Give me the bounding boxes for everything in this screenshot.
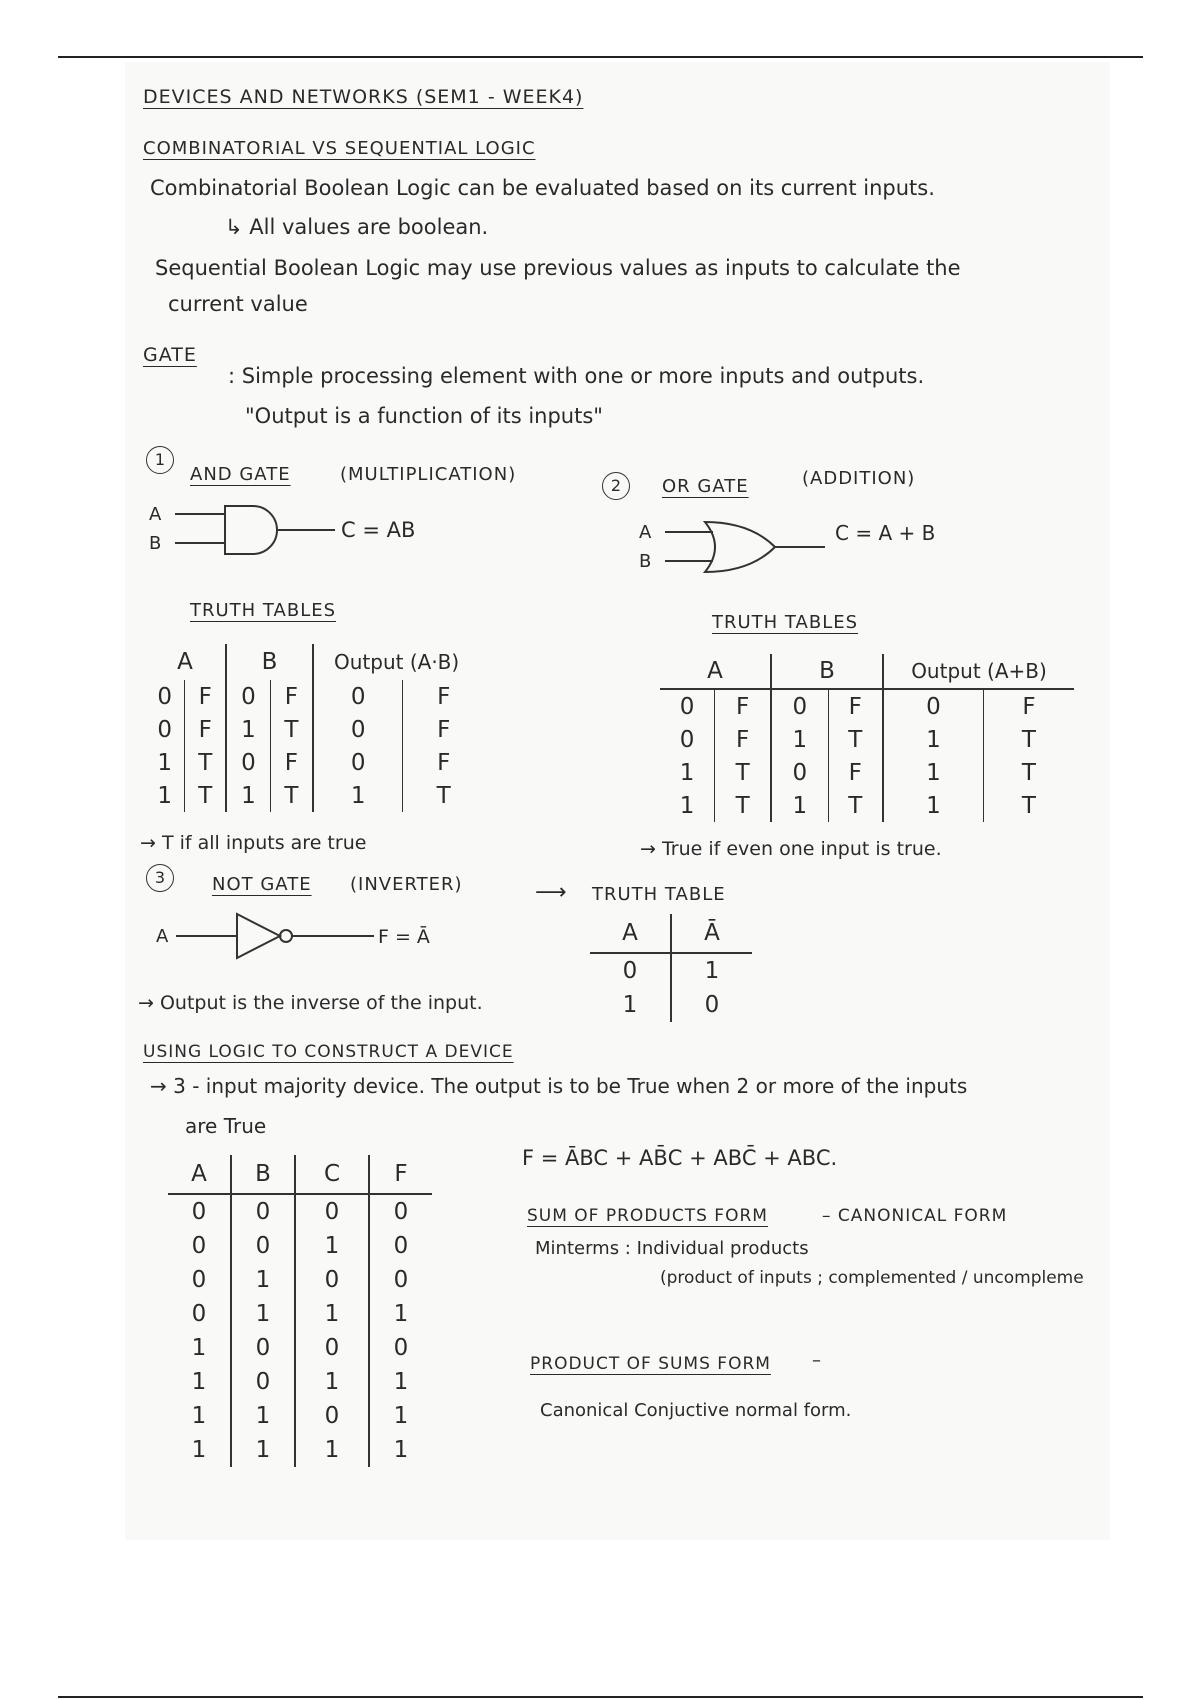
or-table-row	[660, 789, 1074, 822]
and-table-row	[145, 746, 484, 779]
table-cell: 1	[771, 723, 828, 756]
table-cell: 0	[369, 1331, 432, 1365]
table-cell: 1	[191, 1403, 207, 1429]
and-table-row	[145, 779, 484, 812]
not-arrow: ⟶	[535, 880, 567, 905]
table-cell: T	[403, 779, 484, 812]
table-cell: 1	[771, 789, 828, 822]
table-cell: 1	[157, 782, 173, 809]
sop-suffix: – CANONICAL FORM	[822, 1206, 1008, 1226]
table-cell: 0	[231, 1194, 295, 1229]
majority-table-row	[168, 1194, 432, 1229]
table-cell: 1	[191, 1335, 207, 1361]
table-cell: 0	[313, 680, 403, 713]
gate-quote: "Output is a function of its inputs"	[245, 404, 603, 428]
table-cell: 0	[883, 689, 983, 723]
table-cell: 1	[369, 1297, 432, 1331]
pos-detail: Canonical Conjuctive normal form.	[540, 1400, 852, 1421]
majority-table-row	[168, 1331, 432, 1365]
majority-header-b: B	[231, 1155, 295, 1194]
table-cell: F	[185, 680, 226, 713]
table-cell: F	[270, 680, 313, 713]
table-cell: F	[715, 723, 771, 756]
not-output-label: F = Ā	[378, 926, 430, 948]
not-truth-heading: TRUTH TABLE	[592, 884, 726, 905]
and-input-b-label: B	[149, 533, 162, 554]
table-cell: 0	[231, 1331, 295, 1365]
and-input-a-label: A	[149, 504, 162, 525]
table-cell: 1	[231, 1263, 295, 1297]
table-cell: 1	[671, 953, 752, 988]
or-note: → True if even one input is true.	[640, 838, 942, 860]
table-cell: F	[983, 689, 1074, 723]
table-cell: 1	[191, 1437, 207, 1463]
table-cell: 0	[191, 1233, 207, 1259]
table-cell: 1	[369, 1399, 432, 1433]
pos-heading: PRODUCT OF SUMS FORM	[530, 1354, 771, 1374]
table-cell: 1	[679, 792, 695, 819]
not-gate-title: NOT GATE	[212, 874, 312, 895]
or-table-row	[660, 723, 1074, 756]
not-gate-subtitle: (INVERTER)	[350, 874, 463, 895]
table-cell: 1	[231, 1297, 295, 1331]
table-cell: 0	[679, 726, 695, 753]
or-input-b-label: B	[639, 551, 652, 572]
not-table-row	[590, 953, 752, 988]
table-cell: 0	[226, 680, 270, 713]
table-cell: 0	[771, 756, 828, 789]
table-cell: T	[185, 779, 226, 812]
table-cell: 0	[191, 1267, 207, 1293]
table-cell: 0	[771, 689, 828, 723]
or-input-a-label: A	[639, 522, 652, 543]
table-cell: T	[983, 756, 1074, 789]
or-truth-table	[660, 654, 1074, 822]
gate-definition: : Simple processing element with one or more inputs and outputs.	[228, 364, 925, 388]
and-gate-subtitle: (MULTIPLICATION)	[340, 464, 517, 485]
table-cell: F	[403, 746, 484, 779]
table-cell: 1	[226, 713, 270, 746]
table-cell: 0	[369, 1229, 432, 1263]
table-cell: T	[715, 789, 771, 822]
device-text-line2: are True	[185, 1114, 267, 1138]
sop-heading: SUM OF PRODUCTS FORM	[527, 1206, 768, 1226]
table-cell: T	[983, 789, 1074, 822]
table-cell: 1	[157, 749, 173, 776]
minterms-detail: (product of inputs ; complemented / uncompleme	[660, 1268, 1084, 1288]
majority-header-f: F	[369, 1155, 432, 1194]
not-note: → Output is the inverse of the input.	[138, 992, 483, 1014]
or-header-output: Output (A+B)	[883, 654, 1074, 689]
table-cell: T	[828, 789, 883, 822]
sequential-text-line2: current value	[168, 292, 308, 316]
table-cell: 1	[883, 756, 983, 789]
majority-table-row	[168, 1229, 432, 1263]
table-cell: 1	[679, 759, 695, 786]
majority-header-c: C	[295, 1155, 369, 1194]
or-gate-subtitle: (ADDITION)	[802, 468, 916, 489]
and-header-b: B	[226, 644, 313, 680]
table-cell: 0	[369, 1263, 432, 1297]
table-cell: 1	[622, 992, 638, 1018]
table-cell: 0	[191, 1199, 207, 1225]
table-cell: F	[715, 689, 771, 723]
table-cell: T	[715, 756, 771, 789]
top-rule	[58, 56, 1143, 58]
and-truth-table	[145, 644, 484, 812]
table-cell: F	[403, 713, 484, 746]
or-gate-title: OR GATE	[662, 476, 749, 497]
table-cell: 1	[313, 779, 403, 812]
and-truth-heading: TRUTH TABLES	[190, 600, 337, 621]
table-cell: 1	[226, 779, 270, 812]
and-gate-number: 1	[146, 446, 174, 474]
not-header-a: A	[590, 914, 671, 953]
or-table-row	[660, 756, 1074, 789]
table-cell: F	[828, 756, 883, 789]
and-header-a: A	[177, 649, 193, 675]
table-cell: 0	[231, 1365, 295, 1399]
and-gate-title: AND GATE	[190, 464, 291, 485]
and-table-row	[145, 713, 484, 746]
table-cell: 1	[369, 1433, 432, 1467]
or-output-label: C = A + B	[835, 521, 936, 545]
or-gate-number: 2	[602, 472, 630, 500]
table-cell: 0	[231, 1229, 295, 1263]
section-heading-logic: COMBINATORIAL VS SEQUENTIAL LOGIC	[143, 138, 536, 159]
table-cell: F	[185, 713, 226, 746]
or-table-row	[660, 689, 1074, 723]
table-cell: 0	[369, 1194, 432, 1229]
majority-table-row	[168, 1297, 432, 1331]
table-cell: T	[983, 723, 1074, 756]
table-cell: 1	[883, 789, 983, 822]
table-cell: 1	[231, 1433, 295, 1467]
or-header-a: A	[660, 654, 771, 689]
combinatorial-note: ↳ All values are boolean.	[225, 215, 489, 239]
device-heading: USING LOGIC TO CONSTRUCT A DEVICE	[143, 1042, 514, 1062]
pos-suffix: –	[812, 1350, 822, 1371]
majority-table-row	[168, 1399, 432, 1433]
table-cell: 1	[191, 1369, 207, 1395]
table-cell: 0	[313, 746, 403, 779]
page-title: DEVICES AND NETWORKS (SEM1 - WEEK4)	[143, 86, 584, 108]
and-output-label: C = AB	[341, 518, 416, 542]
table-cell: 0	[295, 1399, 369, 1433]
table-cell: 0	[295, 1263, 369, 1297]
not-header-a-bar: Ā	[671, 914, 752, 953]
table-cell: T	[185, 746, 226, 779]
table-cell: 0	[191, 1301, 207, 1327]
table-cell: 0	[671, 988, 752, 1022]
not-table-row	[590, 988, 752, 1022]
not-input-label: A	[156, 926, 169, 947]
table-cell: F	[270, 746, 313, 779]
majority-table-row	[168, 1263, 432, 1297]
table-cell: 1	[295, 1433, 369, 1467]
table-cell: 0	[157, 683, 173, 710]
table-cell: T	[828, 723, 883, 756]
device-text-line1: → 3 - input majority device. The output is to be True when 2 or more of the inputs	[150, 1074, 968, 1098]
table-cell: 0	[295, 1194, 369, 1229]
and-table-row	[145, 680, 484, 713]
not-truth-table	[590, 914, 752, 1022]
gate-term: GATE	[143, 344, 197, 366]
majority-table-row	[168, 1365, 432, 1399]
and-note: → T if all inputs are true	[140, 832, 367, 854]
table-cell: 0	[226, 746, 270, 779]
table-cell: F	[403, 680, 484, 713]
table-cell: 1	[369, 1365, 432, 1399]
table-cell: T	[270, 713, 313, 746]
table-cell: T	[270, 779, 313, 812]
table-cell: 0	[157, 716, 173, 743]
table-cell: 1	[295, 1365, 369, 1399]
not-gate-number: 3	[146, 864, 174, 892]
table-cell: 0	[622, 958, 638, 984]
combinatorial-text: Combinatorial Boolean Logic can be evaluated based on its current inputs.	[150, 176, 935, 200]
table-cell: 0	[679, 693, 695, 720]
not-gate-symbol	[152, 912, 452, 972]
and-header-output: Output (A·B)	[313, 644, 484, 680]
table-cell: 1	[295, 1297, 369, 1331]
majority-equation: F = ĀBC + AB̄C + ABC̄ + ABC.	[522, 1146, 838, 1170]
table-cell: 1	[883, 723, 983, 756]
majority-header-a: A	[168, 1155, 231, 1194]
sequential-text-line1: Sequential Boolean Logic may use previous values as inputs to calculate the	[155, 256, 961, 280]
bottom-rule	[58, 1696, 1143, 1698]
and-gate-symbol	[145, 500, 445, 570]
table-cell: 0	[313, 713, 403, 746]
or-gate-symbol	[635, 518, 965, 588]
majority-truth-table	[168, 1155, 432, 1467]
table-cell: 1	[231, 1399, 295, 1433]
majority-table-row	[168, 1433, 432, 1467]
table-cell: F	[828, 689, 883, 723]
table-cell: 0	[295, 1331, 369, 1365]
minterms-text: Minterms : Individual products	[535, 1238, 809, 1259]
or-truth-heading: TRUTH TABLES	[712, 612, 859, 633]
table-cell: 1	[295, 1229, 369, 1263]
or-header-b: B	[771, 654, 883, 689]
